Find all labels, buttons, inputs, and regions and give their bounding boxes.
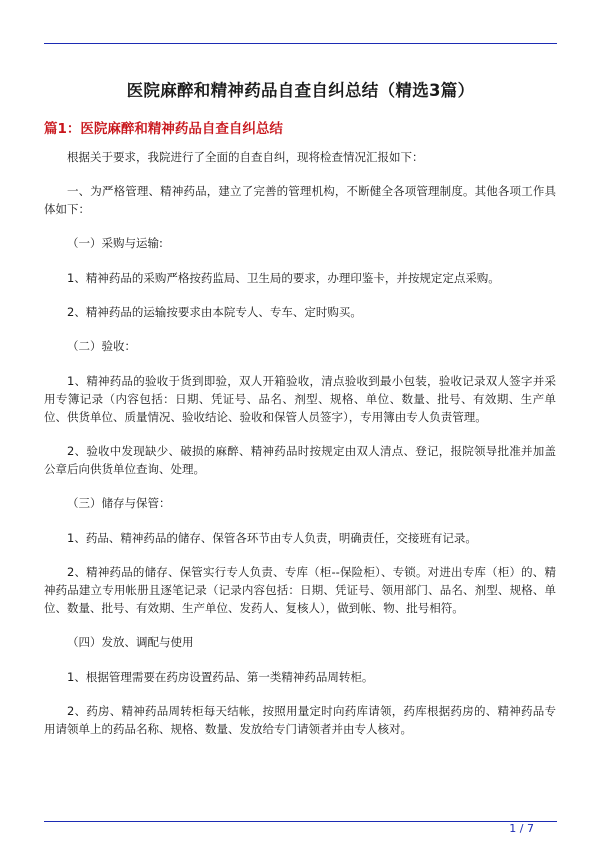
section-heading: 篇1：医院麻醉和精神药品自查自纠总结 <box>44 121 283 137</box>
footer-rule <box>44 821 557 822</box>
page-indicator: 1 / 7 <box>509 822 534 835</box>
paragraph: 2、精神药品的储存、保管实行专人负责、专库（柜--保险柜）、专锁。对进出专库（柜）的、精神药品建立专用帐册且逐笔记录（记录内容包括：日期、凭证号、领用部门、品名、剂型、规格、单位、数量、批号、有效期、生产单位、发药人、复核人），做到帐、物、批号相符。 <box>44 565 556 615</box>
document-body <box>44 148 556 754</box>
header-rule <box>44 43 557 44</box>
subheading: （二）验收： <box>67 339 136 353</box>
subheading: （三）储存与保管： <box>67 496 171 510</box>
paragraph: 2、精神药品的运输按要求由本院专人、专车、定时购买。 <box>67 305 362 319</box>
paragraph: 一、为严格管理、精神药品，建立了完善的管理机构，不断健全各项管理制度。其他各项工作具体如下： <box>44 184 556 216</box>
paragraph: 根据关于要求，我院进行了全面的自查自纠，现将检查情况汇报如下： <box>67 150 424 164</box>
paragraph: 1、根据管理需要在药房设置药品、第一类精神药品周转柜。 <box>67 670 374 684</box>
subheading: （四）发放、调配与使用 <box>67 635 194 649</box>
subheading: （一）采购与运输: <box>67 236 163 250</box>
document-title: 医院麻醉和精神药品自查自纠总结（精选3篇） <box>126 81 475 100</box>
paragraph: 2、验收中发现缺少、破损的麻醉、精神药品时按规定由双人清点、登记，报院领导批准并加盖公章后向供货单位查询、处理。 <box>44 444 556 476</box>
paragraph: 2、药房、精神药品周转柜每天结帐，按照用量定时向药库请领，药库根据药房的、精神药品专用请领单上的药品名称、规格、数量、发放给专门请领者并由专人核对。 <box>44 704 556 736</box>
paragraph: 1、药品、精神药品的储存、保管各环节由专人负责，明确责任，交接班有记录。 <box>67 531 477 545</box>
paragraph: 1、精神药品的采购严格按药监局、卫生局的要求，办理印鉴卡，并按规定定点采购。 <box>67 271 500 285</box>
paragraph: 1、精神药品的验收于货到即验，双人开箱验收，清点验收到最小包装，验收记录双人签字并采用专簿记录（内容包括：日期、凭证号、品名、剂型、规格、单位、数量、批号、有效期、生产单位、供货单位、质量情况、验收结论、验收和保管人员签字），专用簿由专人负责管理。 <box>44 374 556 424</box>
